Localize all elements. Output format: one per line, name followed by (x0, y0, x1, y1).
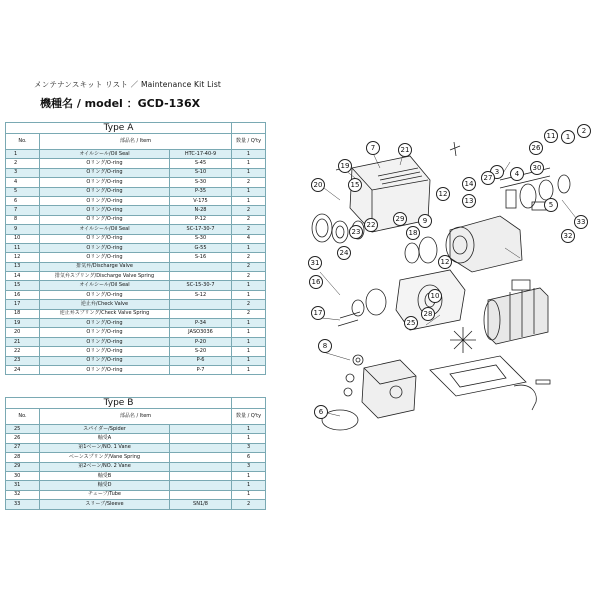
callout-6: 6 (314, 405, 328, 419)
part-quantity: 3 (232, 462, 266, 471)
part-quantity: 2 (232, 225, 266, 234)
part-number: 16 (6, 290, 40, 299)
part-number: 18 (6, 309, 40, 318)
part-name: Oリング/O-ring (40, 290, 170, 299)
table-row (6, 328, 266, 337)
part-quantity: 1 (232, 196, 266, 205)
part-number: 29 (6, 462, 40, 471)
table-row (6, 281, 266, 290)
list-title: メンテナンスキット リスト ／ Maintenance Kit List (34, 80, 222, 89)
part-name: 排気弁/Discharge Valve (40, 262, 170, 271)
part-number: 12 (6, 253, 40, 262)
table-row (6, 319, 266, 328)
part-code: SC-15-30-7 (170, 281, 232, 290)
part-quantity: 1 (232, 290, 266, 299)
part-quantity: 1 (232, 347, 266, 356)
part-name: Oリング/O-ring (40, 356, 170, 365)
part-quantity: 2 (232, 253, 266, 262)
part-quantity: 4 (232, 234, 266, 243)
table-row (6, 471, 266, 480)
callout-5: 5 (544, 198, 558, 212)
part-code (170, 471, 232, 480)
part-name: Oリング/O-ring (40, 347, 170, 356)
part-code: S-30 (170, 178, 232, 187)
callout-2: 2 (577, 124, 591, 138)
part-number: 33 (6, 500, 40, 509)
part-quantity: 1 (232, 490, 266, 499)
callout-33: 33 (574, 215, 588, 229)
type-a-table (5, 122, 266, 375)
callout-18: 18 (406, 226, 420, 240)
part-code (170, 443, 232, 452)
part-number: 14 (6, 272, 40, 281)
part-number: 11 (6, 243, 40, 252)
table-row (6, 262, 266, 271)
part-name: Oリング/O-ring (40, 215, 170, 224)
table-row (6, 462, 266, 471)
callout-25: 25 (404, 316, 418, 330)
callout-23: 23 (349, 225, 363, 239)
part-name: スパイダー/Spider (40, 425, 170, 434)
part-code: P-35 (170, 187, 232, 196)
part-name: Oリング/O-ring (40, 365, 170, 374)
callout-7: 7 (366, 141, 380, 155)
table-row (6, 309, 266, 318)
part-number: 9 (6, 225, 40, 234)
table-row (6, 500, 266, 509)
part-quantity: 6 (232, 453, 266, 462)
part-name: オイルシール/Oil Seal (40, 281, 170, 290)
callout-12: 12 (438, 255, 452, 269)
callout-15: 15 (348, 178, 362, 192)
col-qty-header: 数量 / Q'ty (232, 409, 266, 425)
callout-20: 20 (311, 178, 325, 192)
part-quantity: 1 (232, 481, 266, 490)
table-row (6, 365, 266, 374)
callout-26: 26 (529, 141, 543, 155)
callout-12: 12 (436, 187, 450, 201)
part-name: スリーブ/Sleeve (40, 500, 170, 509)
part-name: Oリング/O-ring (40, 337, 170, 346)
part-number: 28 (6, 453, 40, 462)
part-quantity: 1 (232, 356, 266, 365)
part-code: S-20 (170, 347, 232, 356)
callout-27: 27 (481, 171, 495, 185)
part-name: 第1ベーン/NO. 1 Vane (40, 443, 170, 452)
callout-11: 11 (544, 129, 558, 143)
part-quantity: 1 (232, 337, 266, 346)
part-code (170, 434, 232, 443)
part-quantity: 1 (232, 243, 266, 252)
part-number: 3 (6, 168, 40, 177)
part-number: 23 (6, 356, 40, 365)
type-b-table (5, 397, 266, 510)
callout-31: 31 (308, 256, 322, 270)
part-code: P-6 (170, 356, 232, 365)
part-name: Oリング/O-ring (40, 168, 170, 177)
part-code: P-34 (170, 319, 232, 328)
part-code (170, 272, 232, 281)
part-code: P-7 (170, 365, 232, 374)
table-row (6, 425, 266, 434)
col-no-header: No. (6, 409, 40, 425)
part-code: S-12 (170, 290, 232, 299)
col-no-header: No. (6, 134, 40, 150)
col-qty-header: 数量 / Q'ty (232, 134, 266, 150)
part-code: G-55 (170, 243, 232, 252)
type-a-label: Type A (6, 123, 232, 134)
part-name: 第2ベーン/NO. 2 Vane (40, 462, 170, 471)
table-row (6, 453, 266, 462)
callout-29: 29 (393, 212, 407, 226)
callout-4: 4 (510, 167, 524, 181)
table-row (6, 159, 266, 168)
col-name-header: 部品名 / Item (40, 134, 232, 150)
part-number: 6 (6, 196, 40, 205)
part-quantity: 1 (232, 365, 266, 374)
model-title: 機種名 / model ：GCD-136X (40, 97, 201, 110)
part-quantity: 2 (232, 262, 266, 271)
part-code (170, 453, 232, 462)
part-name: Oリング/O-ring (40, 234, 170, 243)
part-code (170, 300, 232, 309)
part-number: 24 (6, 365, 40, 374)
table-row (6, 150, 266, 159)
part-name: Oリング/O-ring (40, 196, 170, 205)
part-name: 軸受A (40, 434, 170, 443)
part-code: S-30 (170, 234, 232, 243)
part-number: 4 (6, 178, 40, 187)
part-name: Oリング/O-ring (40, 159, 170, 168)
table-row (6, 168, 266, 177)
part-name: 排気弁スプリング/Discharge Valve Spring (40, 272, 170, 281)
callout-13: 13 (462, 194, 476, 208)
table-row (6, 234, 266, 243)
part-name: Oリング/O-ring (40, 206, 170, 215)
table-row (6, 434, 266, 443)
part-name: 軸受D (40, 481, 170, 490)
part-code: S-16 (170, 253, 232, 262)
part-quantity: 1 (232, 150, 266, 159)
callout-14: 14 (462, 177, 476, 191)
part-number: 21 (6, 337, 40, 346)
part-name: オイルシール/Oil Seal (40, 225, 170, 234)
callout-19: 19 (338, 159, 352, 173)
part-number: 1 (6, 150, 40, 159)
part-name: 逆止弁/Check Valve (40, 300, 170, 309)
callout-17: 17 (311, 306, 325, 320)
part-number: 31 (6, 481, 40, 490)
part-code: HTC-17-40-9 (170, 150, 232, 159)
part-code (170, 481, 232, 490)
table-row (6, 490, 266, 499)
table-row (6, 187, 266, 196)
callout-9: 9 (418, 214, 432, 228)
callout-30: 30 (530, 161, 544, 175)
part-code: SN1/8 (170, 500, 232, 509)
table-row (6, 290, 266, 299)
part-number: 5 (6, 187, 40, 196)
part-quantity: 1 (232, 168, 266, 177)
part-name: Oリング/O-ring (40, 187, 170, 196)
callout-22: 22 (364, 218, 378, 232)
table-row (6, 272, 266, 281)
part-name: 軸受B (40, 471, 170, 480)
table-row (6, 356, 266, 365)
part-code: P-20 (170, 337, 232, 346)
part-number: 10 (6, 234, 40, 243)
table-row (6, 300, 266, 309)
table-row (6, 206, 266, 215)
part-quantity: 2 (232, 309, 266, 318)
type-b-label: Type B (6, 398, 232, 409)
part-code (170, 490, 232, 499)
callout-28: 28 (421, 307, 435, 321)
part-name: Oリング/O-ring (40, 253, 170, 262)
callout-10: 10 (428, 289, 442, 303)
callout-3: 3 (490, 165, 504, 179)
table-row (6, 225, 266, 234)
part-number: 27 (6, 443, 40, 452)
table-row (6, 196, 266, 205)
part-quantity: 2 (232, 272, 266, 281)
part-quantity: 1 (232, 328, 266, 337)
callout-32: 32 (561, 229, 575, 243)
part-quantity: 2 (232, 206, 266, 215)
part-quantity: 2 (232, 500, 266, 509)
part-code: SC-17-30-7 (170, 225, 232, 234)
part-quantity: 1 (232, 425, 266, 434)
col-name-header: 部品名 / Item (40, 409, 232, 425)
part-quantity: 2 (232, 300, 266, 309)
part-code: N-28 (170, 206, 232, 215)
part-number: 26 (6, 434, 40, 443)
part-name: ベーンスプリング/Vane Spring (40, 453, 170, 462)
part-number: 13 (6, 262, 40, 271)
part-quantity: 3 (232, 443, 266, 452)
part-quantity: 2 (232, 215, 266, 224)
table-row (6, 443, 266, 452)
part-name: Oリング/O-ring (40, 328, 170, 337)
part-quantity: 1 (232, 159, 266, 168)
part-number: 19 (6, 319, 40, 328)
table-row (6, 178, 266, 187)
part-name: Oリング/O-ring (40, 178, 170, 187)
part-name: Oリング/O-ring (40, 319, 170, 328)
table-row (6, 215, 266, 224)
part-code (170, 462, 232, 471)
part-code (170, 425, 232, 434)
part-number: 7 (6, 206, 40, 215)
part-number: 32 (6, 490, 40, 499)
callout-8: 8 (318, 339, 332, 353)
part-number: 17 (6, 300, 40, 309)
part-name: Oリング/O-ring (40, 243, 170, 252)
callout-16: 16 (309, 275, 323, 289)
part-code: P-12 (170, 215, 232, 224)
callout-21: 21 (398, 143, 412, 157)
part-code (170, 309, 232, 318)
part-quantity: 1 (232, 434, 266, 443)
part-number: 22 (6, 347, 40, 356)
part-number: 8 (6, 215, 40, 224)
part-code: S-45 (170, 159, 232, 168)
part-name: チューブ/Tube (40, 490, 170, 499)
part-quantity: 1 (232, 319, 266, 328)
part-name: 逆止弁スプリング/Check Valve Spring (40, 309, 170, 318)
table-row (6, 481, 266, 490)
table-row (6, 253, 266, 262)
part-code: V-175 (170, 196, 232, 205)
part-quantity: 2 (232, 178, 266, 187)
part-number: 15 (6, 281, 40, 290)
part-quantity: 1 (232, 281, 266, 290)
part-quantity: 1 (232, 187, 266, 196)
part-number: 2 (6, 159, 40, 168)
part-number: 25 (6, 425, 40, 434)
part-code: JASO3036 (170, 328, 232, 337)
callout-24: 24 (337, 246, 351, 260)
part-number: 30 (6, 471, 40, 480)
table-row (6, 347, 266, 356)
callout-1: 1 (561, 130, 575, 144)
part-number: 20 (6, 328, 40, 337)
part-quantity: 1 (232, 471, 266, 480)
part-code (170, 262, 232, 271)
part-name: オイルシール/Oil Seal (40, 150, 170, 159)
table-row (6, 243, 266, 252)
part-code: S-10 (170, 168, 232, 177)
table-row (6, 337, 266, 346)
